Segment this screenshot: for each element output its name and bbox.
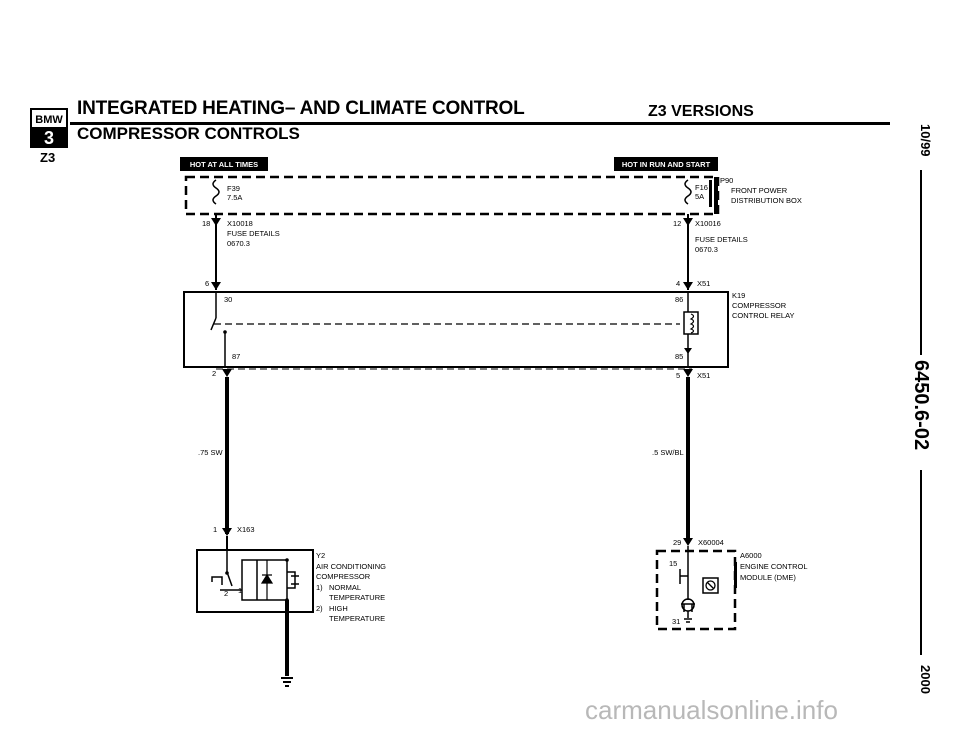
relay-id: K19 (732, 291, 746, 300)
relay-pin-in-left: 6 (205, 279, 210, 288)
page-title: INTEGRATED HEATING– AND CLIMATE CONTROL (77, 98, 525, 119)
distribution-box-bar (714, 177, 718, 214)
ecm-connector: X60004 (698, 538, 724, 547)
distribution-box-line1: FRONT POWER (731, 186, 788, 195)
banner-right: HOT IN RUN AND START (621, 160, 711, 169)
relay-terminal-30: 30 (224, 295, 233, 304)
ecm-box-bar (734, 562, 737, 588)
relay-pin-out-left: 2 (212, 369, 217, 378)
connector-x10018-id: X10018 (227, 219, 253, 228)
compressor-id: Y2 (316, 551, 326, 560)
compressor-line2: COMPRESSOR (316, 572, 371, 581)
compressor-switch-pivot (225, 571, 229, 575)
logo-model: Z3 (40, 150, 56, 165)
ecm-ground-icon (684, 619, 692, 622)
connector-x51-in-right-arrow (683, 282, 693, 290)
connector-x10016-detail1: FUSE DETAILS (695, 235, 748, 244)
compressor-note1-b: TEMPERATURE (329, 593, 386, 602)
compressor-switch-pos1: 1 (238, 586, 243, 595)
ecm-terminal-31: 31 (672, 617, 681, 626)
connector-x10018-detail2: 0670.3 (227, 239, 250, 248)
connector-x10018-detail1: FUSE DETAILS (227, 229, 280, 238)
relay-terminal-86: 86 (675, 295, 684, 304)
relay-out-left-arrow (222, 369, 232, 377)
relay-line2: CONTROL RELAY (732, 311, 795, 320)
side-code: 6450.6-02 (910, 360, 932, 451)
relay-out-right-arrow (683, 369, 693, 377)
logo-brand: BMW (35, 114, 63, 126)
banner-left: HOT AT ALL TIMES (189, 160, 259, 169)
distribution-box-id: P90 (720, 176, 734, 185)
ecm-terminal-15: 15 (669, 559, 678, 568)
connector-x60004-arrow (683, 538, 693, 546)
ecm-line2: MODULE (DME) (740, 573, 796, 582)
compressor-thermal-switch (212, 572, 232, 590)
fuse-right-symbol (685, 180, 691, 204)
connector-x51-in-left-arrow (211, 282, 221, 290)
fuse-left-name: F39 (227, 184, 240, 193)
fuse-left-rating: 7.5A (227, 193, 243, 202)
compressor-note2-num: 2) (316, 604, 323, 613)
relay-connector-top: X51 (697, 279, 711, 288)
compressor-node-top (285, 558, 289, 562)
compressor-connector: X163 (237, 525, 255, 534)
relay-terminal-87: 87 (232, 352, 241, 361)
ecm-input-circuit (680, 546, 688, 594)
connector-x10016-id: X10016 (695, 219, 721, 228)
compressor-clutch-coil (287, 572, 299, 588)
logo-series: 3 (43, 128, 55, 148)
fuse-right-rating: 5A (695, 192, 705, 201)
compressor-pin: 1 (213, 525, 218, 534)
side-date: 10/99 (918, 124, 933, 157)
relay-terminal-85: 85 (675, 352, 684, 361)
wire-left-label: .75 SW (198, 448, 223, 457)
ecm-pin: 29 (673, 538, 682, 547)
ecm-module-icon (703, 578, 718, 593)
connector-x10016-detail2: 0670.3 (695, 245, 718, 254)
relay-pin-in-right: 4 (676, 279, 681, 288)
relay-coil (684, 312, 698, 334)
fuse-right-name: F16 (695, 183, 708, 192)
connector-x10016-pin: 12 (673, 219, 682, 228)
watermark: carmanualsonline.info (585, 695, 838, 725)
fuse-right-bar (709, 180, 712, 207)
compressor-switch-pos2: 2 (224, 589, 229, 598)
relay-line1: COMPRESSOR (732, 301, 787, 310)
ground-icon (281, 678, 293, 686)
compressor-note2-b: TEMPERATURE (329, 614, 386, 623)
relay-connector-bottom: X51 (697, 371, 711, 380)
ecm-line1: ENGINE CONTROL (740, 562, 808, 571)
connector-x163-arrow (222, 528, 232, 536)
distribution-box-line2: DISTRIBUTION BOX (731, 196, 802, 205)
relay-pin-out-right: 5 (676, 371, 681, 380)
compressor-line1: AIR CONDITIONING (316, 562, 387, 571)
fuse-left-symbol (213, 180, 219, 204)
wire-right-label: .5 SW/BL (652, 448, 684, 457)
compressor-note1-a: NORMAL (329, 583, 362, 592)
compressor-note2-a: HIGH (329, 604, 348, 613)
connector-x10016-arrow (683, 218, 693, 226)
connector-x10018-pin: 18 (202, 219, 211, 228)
page-subtitle: COMPRESSOR CONTROLS (77, 124, 300, 143)
connector-x10018-arrow (211, 218, 221, 226)
compressor-note1-num: 1) (316, 583, 323, 592)
relay-box (184, 292, 728, 367)
side-year: 2000 (918, 665, 933, 694)
ecm-id: A6000 (740, 551, 762, 560)
version-label: Z3 VERSIONS (648, 103, 754, 120)
distribution-box-outline (186, 177, 718, 214)
